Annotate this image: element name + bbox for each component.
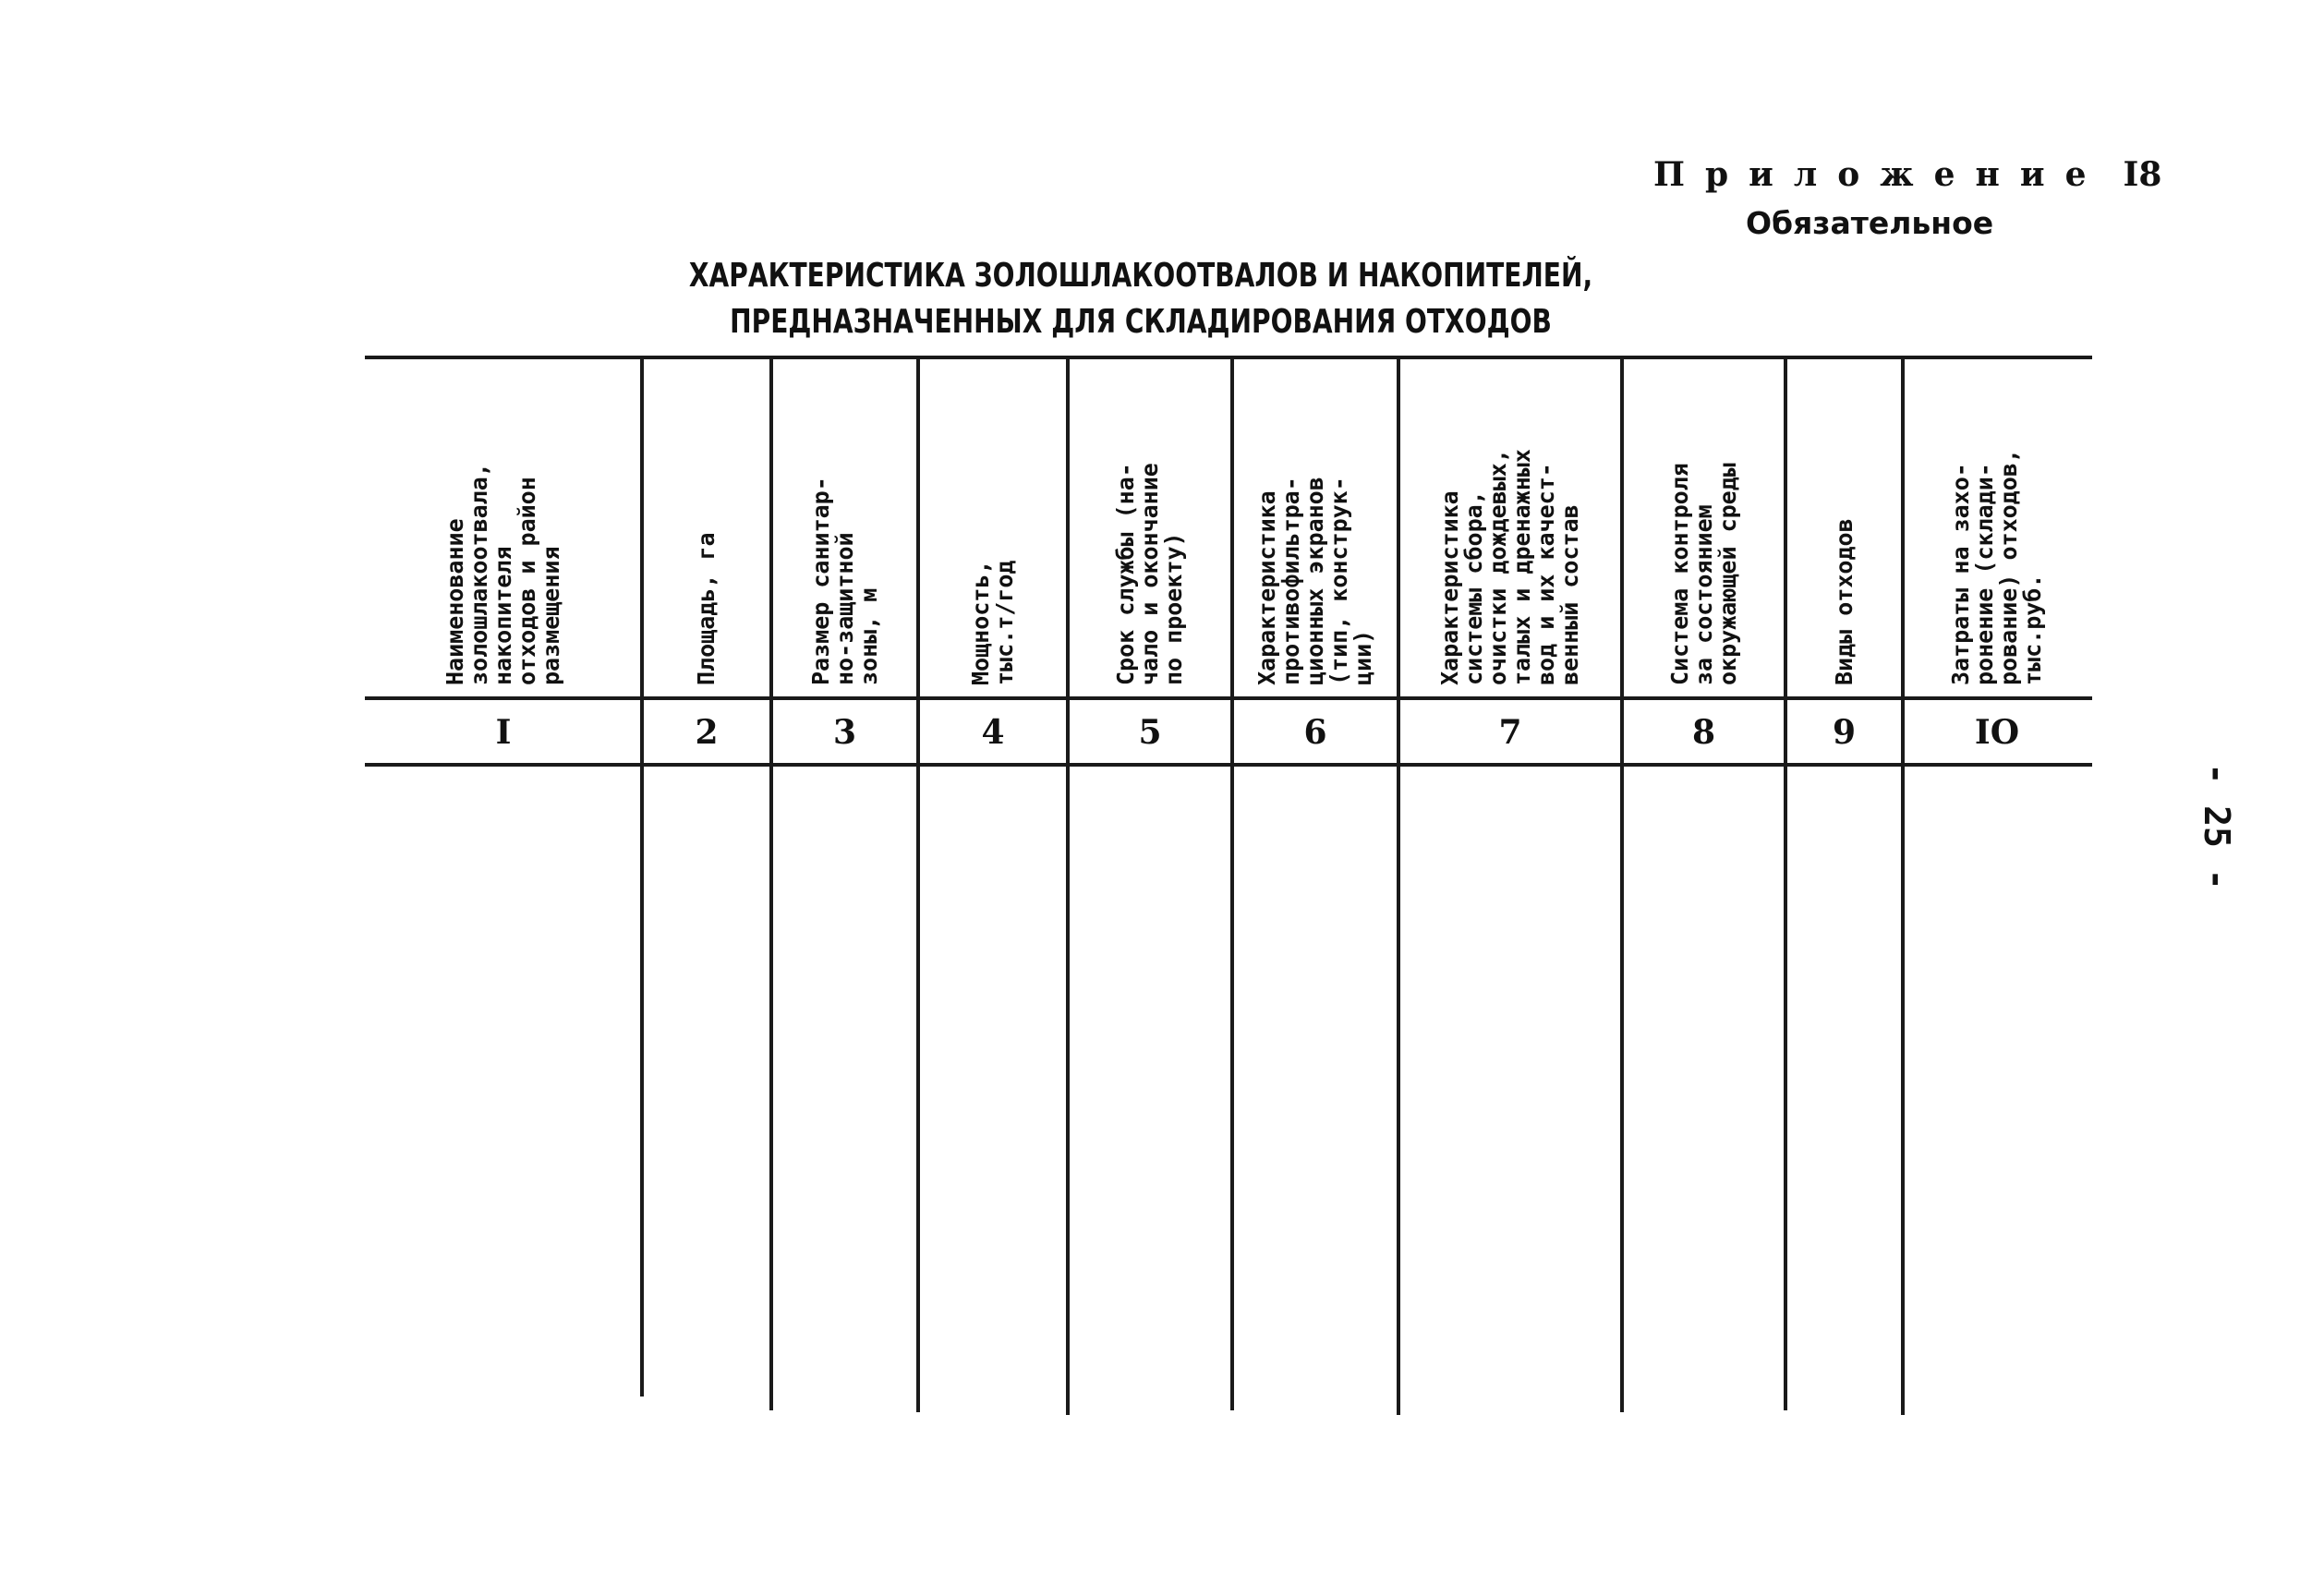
- column-header-2-text: Площадь, га: [693, 532, 720, 685]
- column-header-5: [1070, 369, 1230, 691]
- column-header-10: [1905, 369, 2089, 691]
- column-header-8: [1624, 369, 1784, 691]
- page-number: - 25 -: [2197, 763, 2237, 890]
- column-header-3-text: Размер санитар- но-защитной зоны, м: [806, 477, 882, 685]
- document-title-line2: ПРЕДНАЗНАЧЕННЫХ ДЛЯ СКЛАДИРОВАНИЯ ОТХОДОВ: [730, 303, 1552, 341]
- column-number-6: 6: [1303, 713, 1327, 752]
- column-header-1: [367, 369, 640, 691]
- column-number-1: I: [495, 713, 512, 752]
- column-header-6-text: Характеристика противофильтра- ционных экранов (тип, конструк- ции): [1253, 477, 1376, 685]
- column-header-7-text: Характеристика системы сбора, очистки дождевых, талых и дренажных вод и их качест- венный состав: [1436, 449, 1583, 685]
- document-title-line1: ХАРАКТЕРИСТИКА ЗОЛОШЛАКООТВАЛОВ И НАКОПИТЕЛЕЙ,: [688, 257, 1593, 295]
- table-top-rule: [365, 356, 2092, 359]
- column-number-10: IO: [1974, 713, 2020, 752]
- appendix-heading: [1653, 155, 2161, 194]
- column-number-9: 9: [1832, 713, 1857, 752]
- column-header-4: [920, 369, 1066, 691]
- column-number-8: 8: [1691, 713, 1716, 752]
- column-header-9: [1787, 369, 1901, 691]
- appendix-label: Приложение: [1653, 155, 2107, 194]
- appendix-number: I8: [2123, 155, 2162, 194]
- column-number-5: 5: [1138, 713, 1162, 752]
- column-number-3: 3: [832, 713, 857, 752]
- column-header-2: [644, 369, 769, 691]
- column-number-2: 2: [695, 713, 719, 752]
- column-header-1-text: Наименование золошлакоотвала, накопителя отходов и район размещения: [442, 463, 564, 685]
- column-header-9-text: Виды отходов: [1830, 518, 1858, 685]
- column-number-7: 7: [1498, 713, 1522, 752]
- column-number-4: 4: [981, 713, 1005, 752]
- column-header-5-text: Срок службы (на- чало и окончание по проекту): [1112, 463, 1187, 685]
- column-header-3: [773, 369, 916, 691]
- column-header-4-text: Мощность, тыс.т/год: [967, 560, 1018, 685]
- appendix-status: Обязательное: [1746, 205, 1994, 241]
- column-header-8-text: Система контроля за состоянием окружающей среды: [1665, 463, 1741, 685]
- column-header-7: [1400, 369, 1620, 691]
- column-header-6: [1234, 369, 1397, 691]
- column-header-10-text: Затраты на захо- ронение (склади- рование) отходов, тыс.руб.: [1947, 449, 2046, 685]
